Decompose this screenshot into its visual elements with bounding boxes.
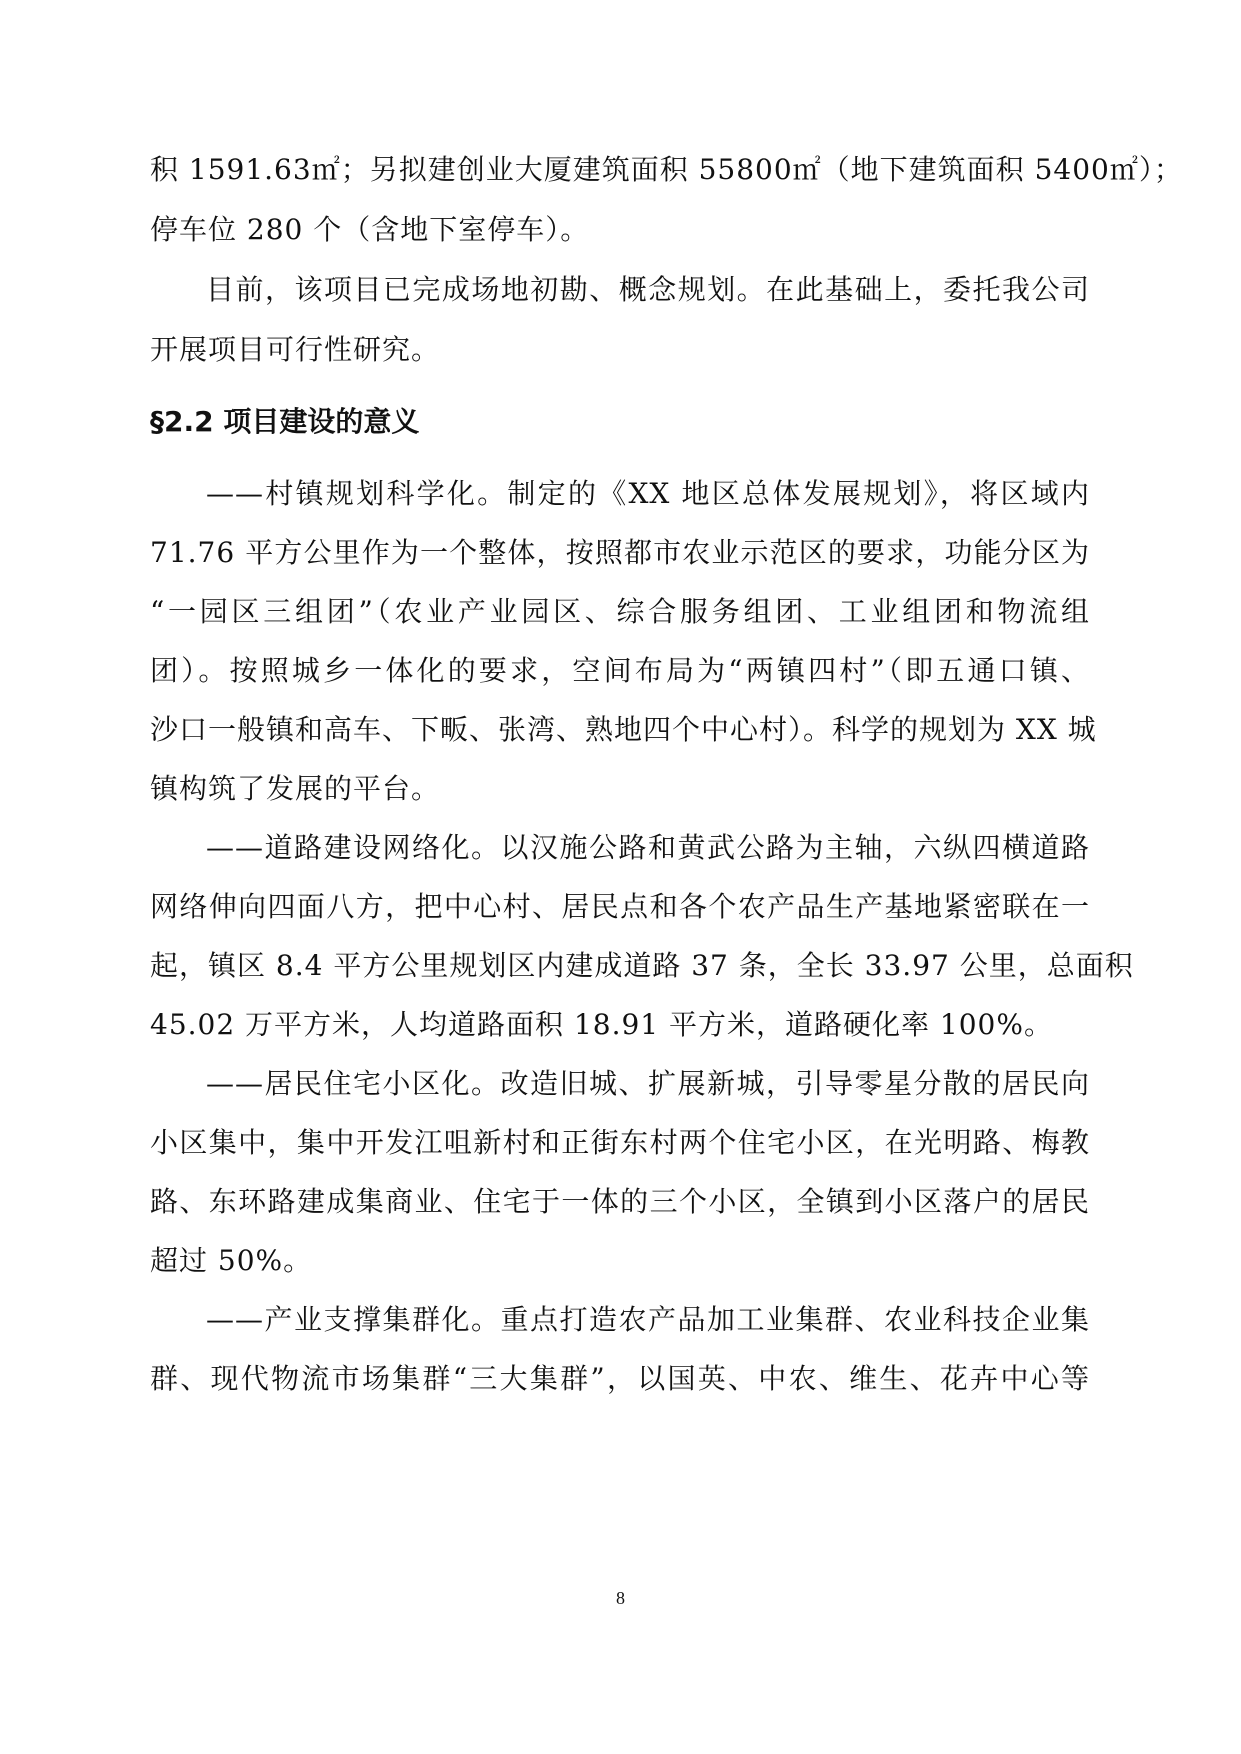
paragraph-line: 路、东环路建成集商业、住宅于一体的三个小区，全镇到小区落户的居民: [150, 1185, 1090, 1218]
paragraph-line: 目前，该项目已完成场地初勘、概念规划。在此基础上，委托我公司: [206, 273, 1090, 306]
paragraph-line: 小区集中，集中开发江咀新村和正街东村两个住宅小区，在光明路、梅教: [150, 1126, 1090, 1159]
paragraph-line: 71.76 平方公里作为一个整体，按照都市农业示范区的要求，功能分区为: [150, 536, 1090, 569]
paragraph-line: 沙口一般镇和高车、下畈、张湾、熟地四个中心村）。科学的规划为 XX 城: [150, 713, 1097, 746]
paragraph-line: 开展项目可行性研究。: [150, 333, 441, 366]
paragraph-line: 积 1591.63㎡；另拟建创业大厦建筑面积 55800㎡（地下建筑面积 5400㎡）；: [150, 153, 1183, 186]
paragraph-line: ——村镇规划科学化。制定的《XX 地区总体发展规划》，将区域内: [206, 477, 1090, 510]
section-heading: §2.2 项目建设的意义: [150, 405, 420, 438]
paragraph-line: ——居民住宅小区化。改造旧城、扩展新城，引导零星分散的居民向: [206, 1067, 1090, 1100]
paragraph-line: ——产业支撑集群化。重点打造农产品加工业集群、农业科技企业集: [206, 1303, 1090, 1336]
paragraph-line: 网络伸向四面八方，把中心村、居民点和各个农产品生产基地紧密联在一: [150, 890, 1090, 923]
paragraph-line: 超过 50%。: [150, 1244, 313, 1277]
paragraph-line: 45.02 万平方米，人均道路面积 18.91 平方米，道路硬化率 100%。: [150, 1008, 1053, 1041]
paragraph-line: “一园区三组团”（农业产业园区、综合服务组团、工业组团和物流组: [150, 595, 1090, 628]
paragraph-line: 镇构筑了发展的平台。: [150, 772, 441, 805]
paragraph-line: 起，镇区 8.4 平方公里规划区内建成道路 37 条，全长 33.97 公里，总面积: [150, 949, 1134, 982]
paragraph-line: 群、现代物流市场集群“三大集群”，以国英、中农、维生、花卉中心等: [150, 1362, 1090, 1395]
paragraph-line: 团）。按照城乡一体化的要求，空间布局为“两镇四村”（即五通口镇、: [150, 654, 1090, 687]
paragraph-line: 停车位 280 个（含地下室停车）。: [150, 213, 590, 246]
page-number: 8: [616, 1588, 625, 1608]
paragraph-line: ——道路建设网络化。以汉施公路和黄武公路为主轴，六纵四横道路: [206, 831, 1090, 864]
